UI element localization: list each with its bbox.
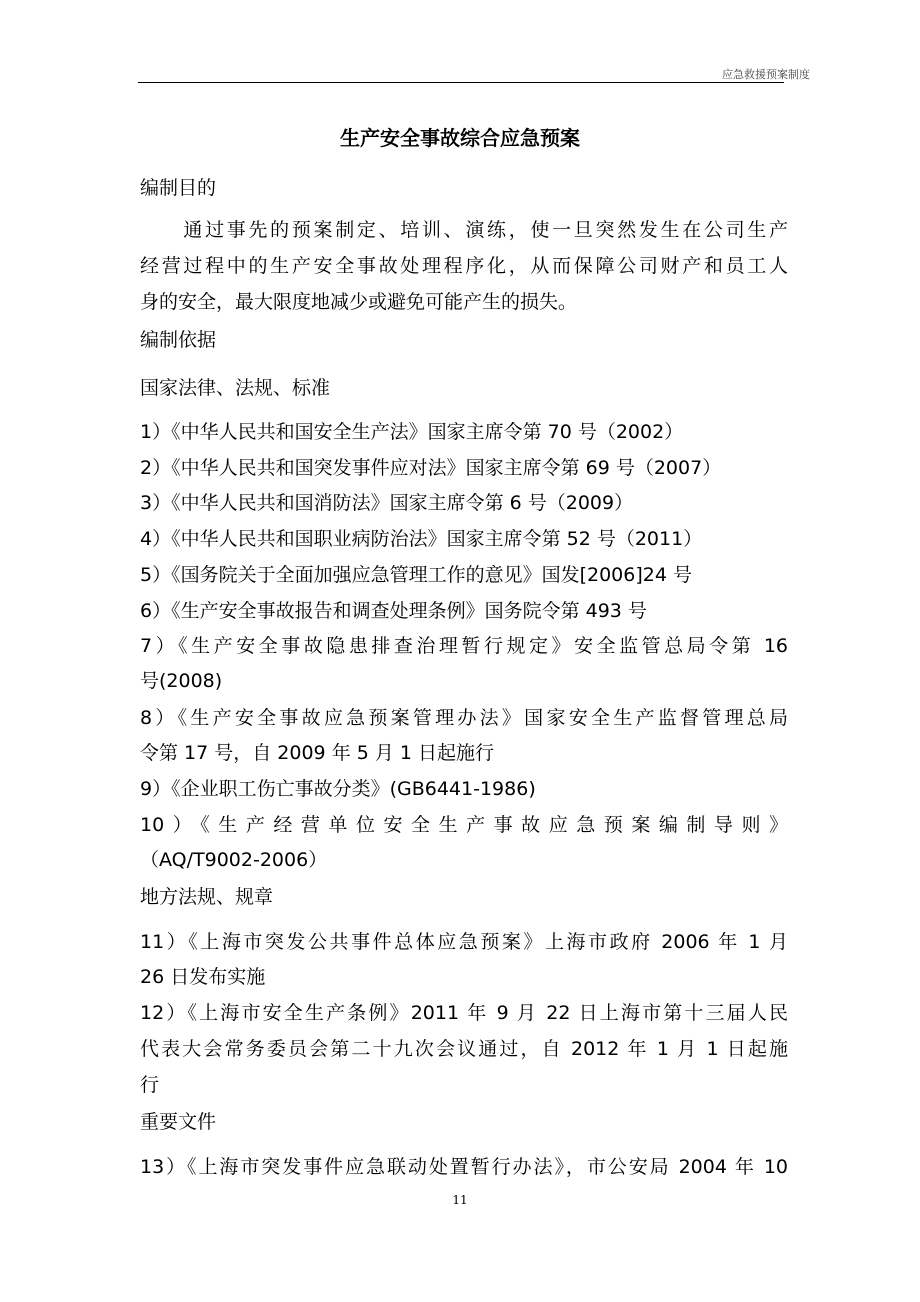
list-item: 4）《中华人民共和国职业病防治法》国家主席令第 52 号（2011）: [140, 528, 703, 550]
paragraph-line: 身的安全，最大限度地减少或避免可能产生的损失。: [140, 291, 578, 313]
list-item-continued: 行: [140, 1074, 160, 1096]
subheading-national: 国家法律、法规、标准: [140, 377, 331, 399]
heading-purpose: 编制目的: [140, 177, 217, 199]
list-item: 10）《生产经营单位安全生产事故应急预案编制导则》: [140, 814, 788, 836]
list-item: 5）《国务院关于全面加强应急管理工作的意见》国发[2006]24 号: [140, 564, 692, 586]
list-item: 1）《中华人民共和国安全生产法》国家主席令第 70 号（2002）: [140, 421, 684, 443]
list-item: 3）《中华人民共和国消防法》国家主席令第 6 号（2009）: [140, 492, 634, 514]
header-rule: [138, 82, 784, 83]
paragraph-line: 通过事先的预案制定、培训、演练，使一旦突然发生在公司生产: [140, 219, 788, 241]
list-item: 12）《上海市安全生产条例》2011 年 9 月 22 日上海市第十三届人民: [140, 1002, 788, 1024]
list-item: 7）《生产安全事故隐患排查治理暂行规定》安全监管总局令第 16: [140, 635, 788, 657]
list-item: 9）《企业职工伤亡事故分类》(GB6441-1986): [140, 778, 536, 800]
list-item-continued: （AQ/T9002-2006）: [140, 849, 328, 871]
document-title: 生产安全事故综合应急预案: [340, 126, 580, 150]
list-item: 13）《上海市突发事件应急联动处置暂行办法》，市公安局 2004 年 10: [140, 1156, 788, 1178]
list-item: 6）《生产安全事故报告和调查处理条例》国务院令第 493 号: [140, 600, 647, 622]
header-text: 应急救援预案制度: [722, 68, 810, 81]
list-item: 2）《中华人民共和国突发事件应对法》国家主席令第 69 号（2007）: [140, 457, 722, 479]
subheading-documents: 重要文件: [140, 1111, 217, 1133]
list-item-continued: 代表大会常务委员会第二十九次会议通过，自 2012 年 1 月 1 日起施: [140, 1038, 788, 1060]
list-item-continued: 26 日发布实施: [140, 966, 266, 988]
heading-basis: 编制依据: [140, 329, 217, 351]
subheading-local: 地方法规、规章: [140, 886, 274, 908]
list-item-continued: 号(2008): [140, 670, 223, 692]
list-item-continued: 令第 17 号，自 2009 年 5 月 1 日起施行: [140, 742, 495, 764]
page-number: 11: [452, 1193, 468, 1207]
paragraph-line: 经营过程中的生产安全事故处理程序化，从而保障公司财产和员工人: [140, 255, 788, 277]
list-item: 8）《生产安全事故应急预案管理办法》国家安全生产监督管理总局: [140, 707, 788, 729]
list-item: 11）《上海市突发公共事件总体应急预案》上海市政府 2006 年 1 月: [140, 931, 788, 953]
